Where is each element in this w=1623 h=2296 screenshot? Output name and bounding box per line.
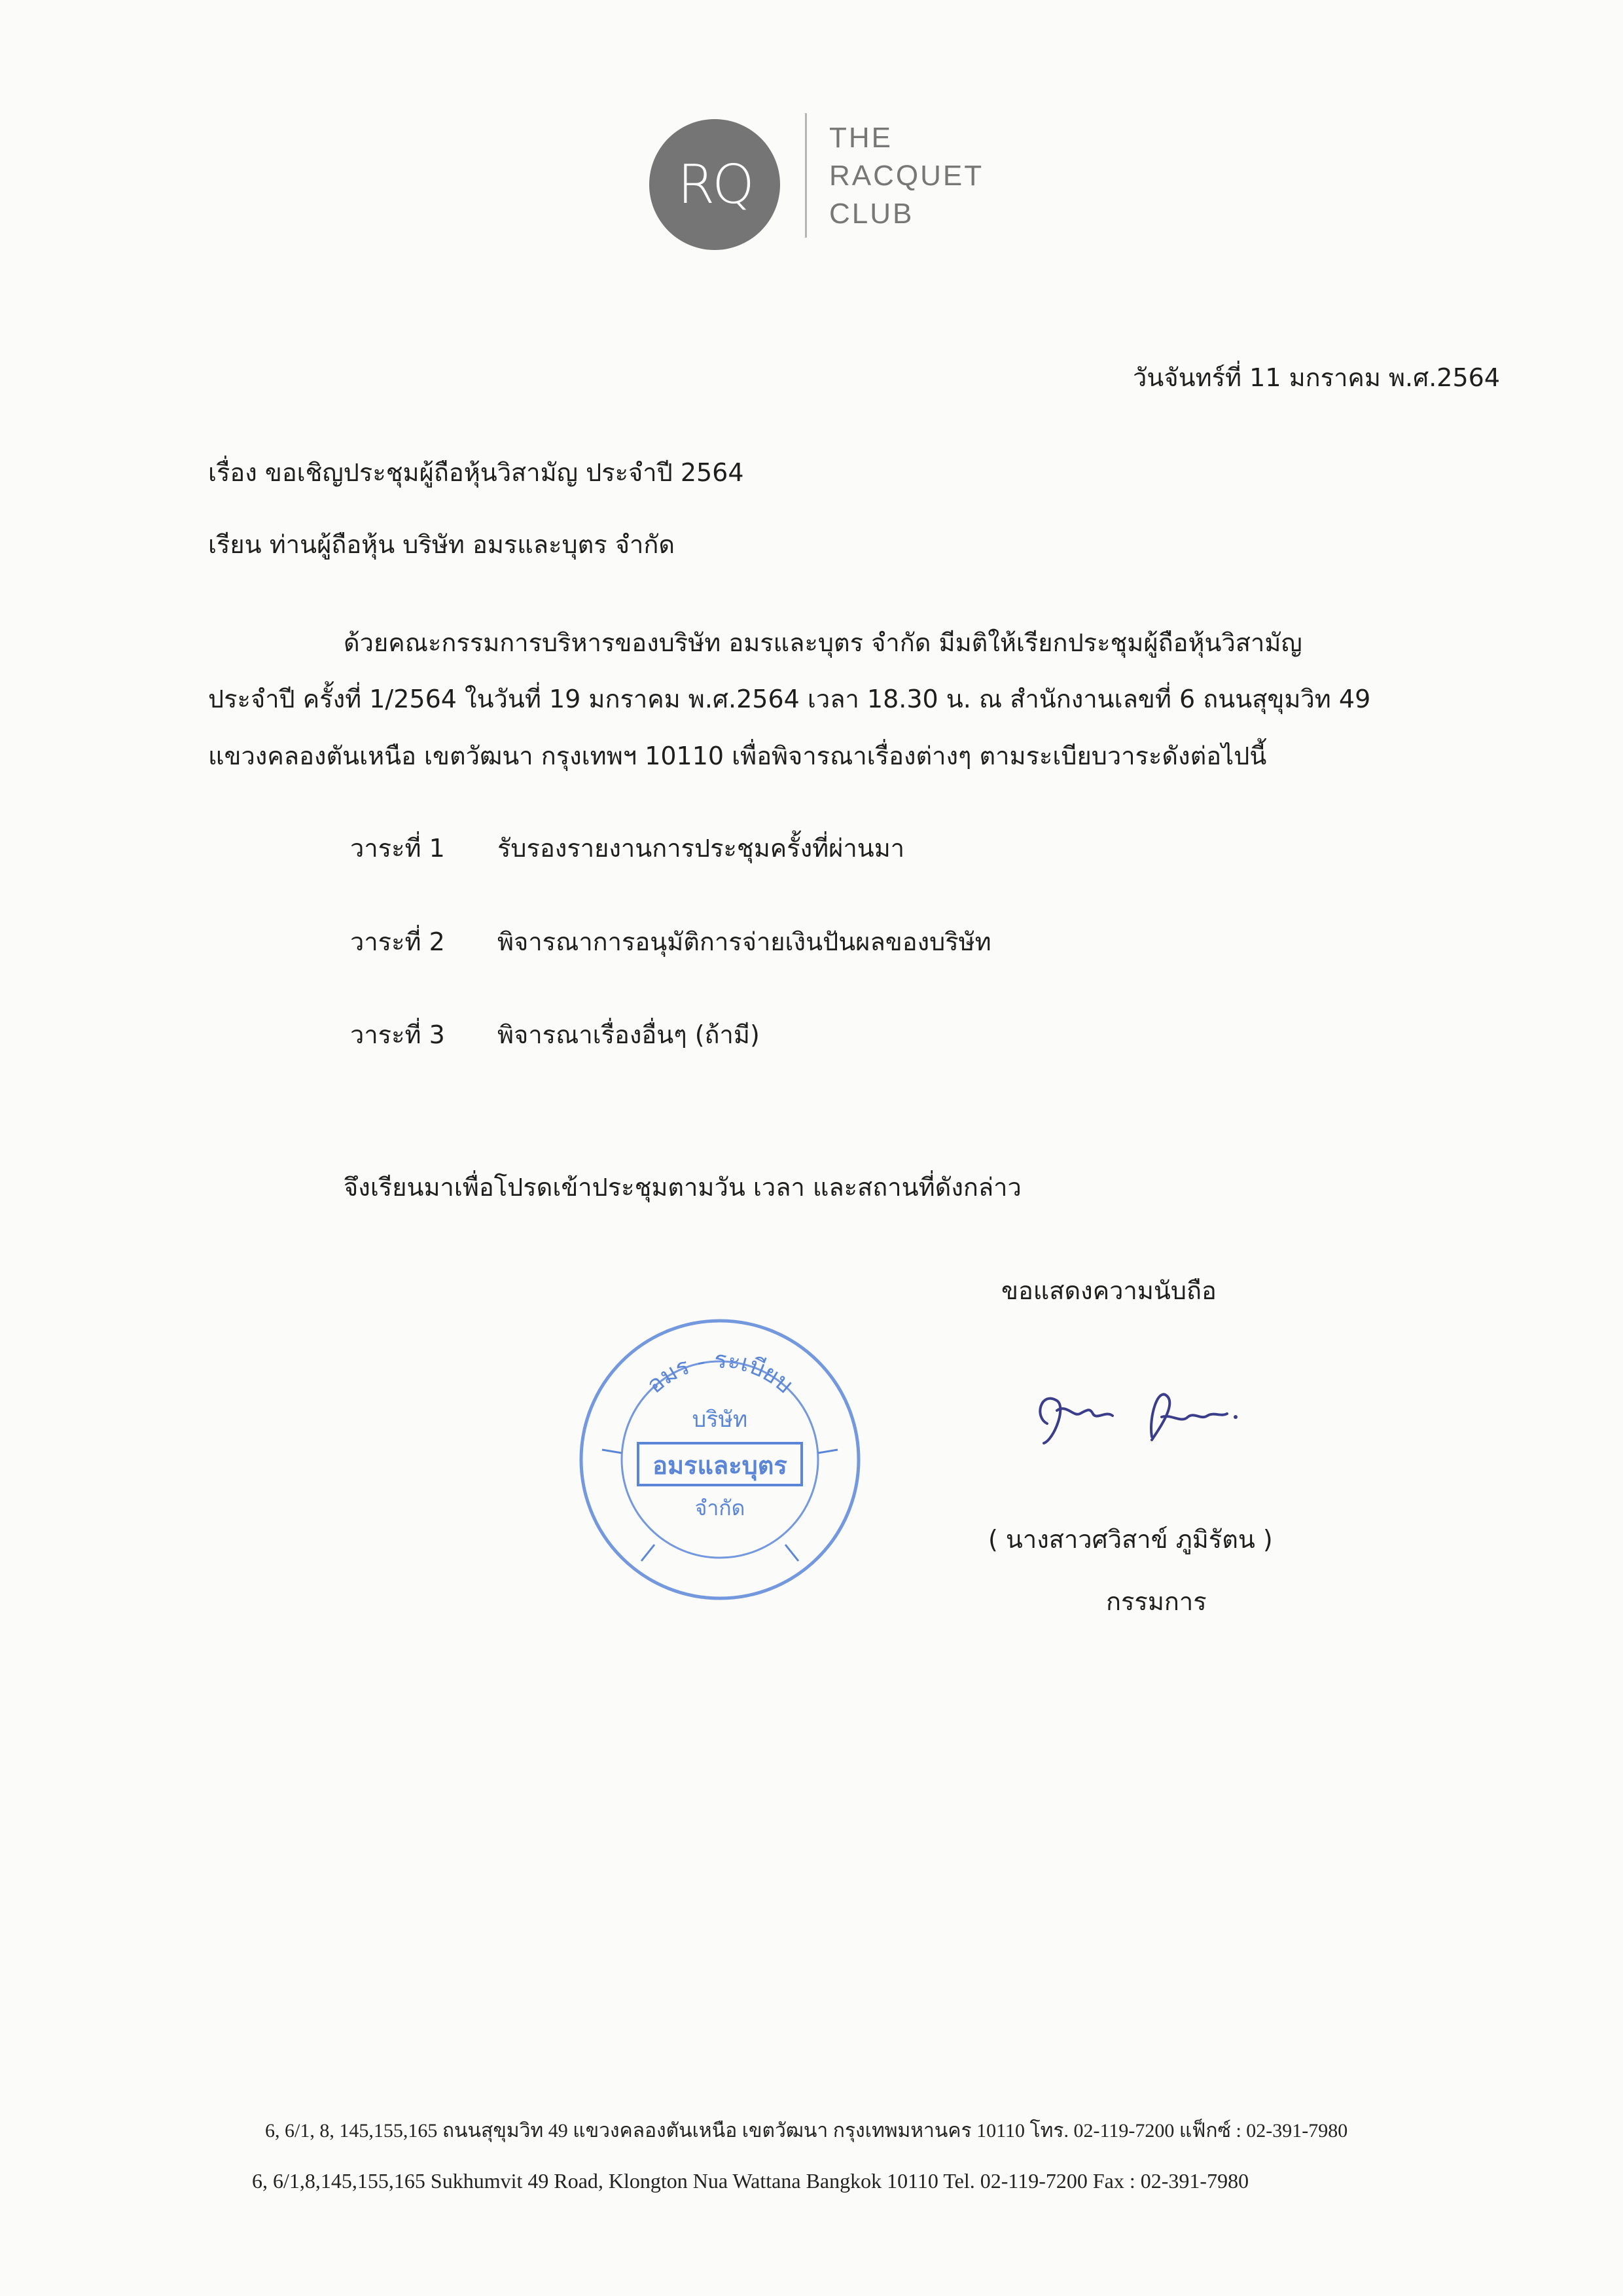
regards-line: ขอแสดงความนับถือ (1001, 1276, 1217, 1305)
agenda-text: พิจารณาเรื่องอื่นๆ (ถ้ามี) (497, 1020, 760, 1049)
stamp-line-company: บริษัท (692, 1407, 748, 1433)
stamp-line-limited: จำกัด (694, 1496, 745, 1520)
handwritten-signature (1027, 1378, 1250, 1463)
signer-position: กรรมการ (1106, 1587, 1207, 1616)
agenda-text: พิจารณาการอนุมัติการจ่ายเงินปันผลของบริษัท (497, 927, 991, 956)
letter-date: วันจันทร์ที่ 11 มกราคม พ.ศ.2564 (1133, 363, 1500, 392)
logo-word-the: THE (829, 122, 893, 154)
logo-word-racquet: RACQUET (829, 160, 984, 192)
body-line: แขวงคลองตันเหนือ เขตวัฒนา กรุงเทพฯ 10110 เพื่อพิจารณาเรื่องต่างๆ ตามระเบียบวาระดังต่อไปนี้ (208, 742, 1267, 770)
footer-address-english: 6, 6/1,8,145,155,165 Sukhumvit 49 Road, Klongton Nua Wattana Bangkok 10110 Tel. 02-119-7200 Fax : 02-391-7980 (252, 2169, 1249, 2193)
agenda-label: วาระที่ 3 (350, 1020, 445, 1049)
agenda-text: รับรองรายงานการประชุมครั้งที่ผ่านมา (497, 834, 905, 863)
footer-address-thai: 6, 6/1, 8, 145,155,165 ถนนสุขุมวิท 49 แขวงคลองตันเหนือ เขตวัฒนา กรุงเทพมหานคร 10110 โทร. 02-119-7200 แฟ็กซ์ : 02-391-7980 (265, 2120, 1348, 2142)
letter-recipient: เรียน ท่านผู้ถือหุ้น บริษัท อมรและบุตร จำกัด (208, 530, 675, 559)
logo-word-club: CLUB (829, 198, 914, 230)
agenda-label: วาระที่ 1 (350, 834, 445, 863)
body-line: ประจำปี ครั้งที่ 1/2564 ในวันที่ 19 มกราคม พ.ศ.2564 เวลา 18.30 น. ณ สำนักงานเลขที่ 6 ถนนสุขุมวิท 49 (208, 685, 1371, 713)
stamp-line-name: อมรและบุตร (652, 1451, 787, 1480)
company-stamp (576, 1316, 864, 1604)
logo-mark: RQ (677, 153, 752, 216)
signer-name: ( นางสาวศวิสาข์ ภูมิรัตน ) (988, 1525, 1273, 1554)
body-line: ด้วยคณะกรรมการบริหารของบริษัท อมรและบุตร จำกัด มีมติให้เรียกประชุมผู้ถือหุ้นวิสามัญ (344, 628, 1302, 657)
stamp-ring-text: อมร - ระเบียบ (641, 1346, 798, 1399)
letter-subject: เรื่อง ขอเชิญประชุมผู้ถือหุ้นวิสามัญ ประจำปี 2564 (208, 458, 744, 487)
closing-line: จึงเรียนมาเพื่อโปรดเข้าประชุมตามวัน เวลา และสถานที่ดังกล่าว (344, 1173, 1022, 1202)
agenda-label: วาระที่ 2 (350, 927, 445, 956)
company-logo (649, 113, 1016, 244)
logo-divider (805, 113, 807, 238)
